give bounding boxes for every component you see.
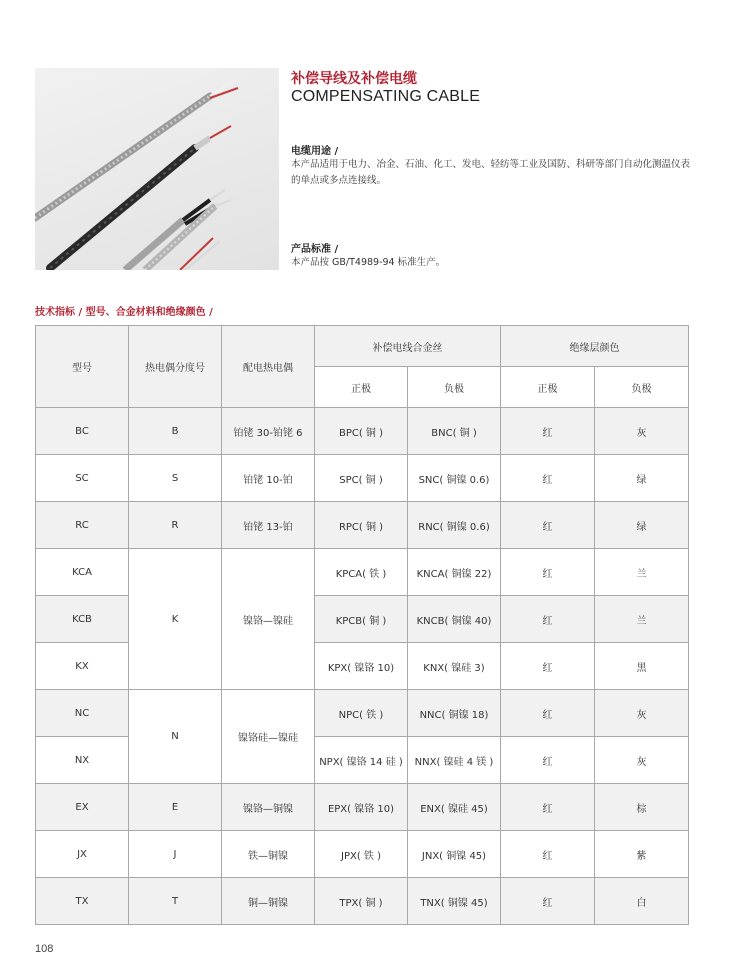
cell-thermocouple: 铂铑 10-铂 (222, 455, 315, 502)
cell-thermocouple: 铂铑 30-铂铑 6 (222, 408, 315, 455)
cell-thermocouple: 镍铬硅—镍硅 (222, 690, 315, 784)
cell-pos-color: 红 (501, 549, 595, 596)
table-row (36, 831, 689, 878)
cell-pos-color: 红 (501, 690, 595, 737)
cell-pos-color: 红 (501, 643, 595, 690)
cell-pos-color: 红 (501, 408, 595, 455)
cell-model: KCB (36, 596, 129, 643)
cell-model: NX (36, 737, 129, 784)
table-row (36, 455, 689, 502)
cell-neg-color: 兰 (595, 596, 689, 643)
cell-pos-color: 红 (501, 878, 595, 925)
page-number: 108 (35, 943, 54, 955)
cell-pos-color: 红 (501, 831, 595, 878)
cable-illustration (35, 68, 279, 270)
cell-pos-alloy: KPCA( 铁 ) (315, 549, 408, 596)
usage-title: 电缆用途 / (291, 146, 339, 157)
cell-thermocouple: 镍铬—镍硅 (222, 549, 315, 690)
cell-grade: T (129, 878, 222, 925)
cell-model: SC (36, 455, 129, 502)
cell-grade: N (129, 690, 222, 784)
cell-pos-color: 红 (501, 455, 595, 502)
cell-model: JX (36, 831, 129, 878)
cell-model: BC (36, 408, 129, 455)
cell-pos-color: 红 (501, 737, 595, 784)
cell-thermocouple: 铜—铜镍 (222, 878, 315, 925)
cell-neg-alloy: KNCB( 铜镍 40) (408, 596, 501, 643)
cell-pos-alloy: JPX( 铁 ) (315, 831, 408, 878)
cell-pos-color: 红 (501, 784, 595, 831)
table-row (36, 878, 689, 925)
cell-grade: R (129, 502, 222, 549)
table-row (36, 690, 689, 737)
standard-body: 本产品按 GB/T4989-94 标准生产。 (291, 257, 446, 268)
cell-pos-alloy: EPX( 镍铬 10) (315, 784, 408, 831)
cell-pos-alloy: KPX( 镍铬 10) (315, 643, 408, 690)
cell-neg-color: 白 (595, 878, 689, 925)
cell-neg-color: 绿 (595, 455, 689, 502)
cell-neg-alloy: KNX( 镍硅 3) (408, 643, 501, 690)
cell-model: NC (36, 690, 129, 737)
header-thermocouple-grade: 热电偶分度号 (129, 326, 222, 408)
cell-neg-alloy: JNX( 铜镍 45) (408, 831, 501, 878)
cell-neg-color: 兰 (595, 549, 689, 596)
cell-grade: K (129, 549, 222, 690)
cell-pos-alloy: KPCB( 铜 ) (315, 596, 408, 643)
cell-neg-color: 灰 (595, 690, 689, 737)
header-matching-thermocouple: 配电热电偶 (222, 326, 315, 408)
cell-model: TX (36, 878, 129, 925)
header-color-negative: 负极 (595, 367, 689, 408)
cell-grade: E (129, 784, 222, 831)
cell-pos-alloy: BPC( 铜 ) (315, 408, 408, 455)
cell-pos-color: 红 (501, 502, 595, 549)
table-heading: 技术指标 / 型号、合金材料和绝缘颜色 / (35, 307, 213, 318)
cell-model: EX (36, 784, 129, 831)
table-row (36, 408, 689, 455)
table-row (36, 784, 689, 831)
cell-thermocouple: 铁—铜镍 (222, 831, 315, 878)
cell-thermocouple: 镍铬—铜镍 (222, 784, 315, 831)
header-alloy-wire: 补偿电线合金丝 (315, 326, 501, 367)
header-color-positive: 正极 (501, 367, 595, 408)
cell-neg-alloy: BNC( 铜 ) (408, 408, 501, 455)
header-alloy-positive: 正极 (315, 367, 408, 408)
header-insulation-color: 绝缘层颜色 (501, 326, 689, 367)
cell-pos-alloy: TPX( 铜 ) (315, 878, 408, 925)
cell-model: RC (36, 502, 129, 549)
page-title-en: COMPENSATING CABLE (291, 88, 481, 105)
cell-model: KCA (36, 549, 129, 596)
cell-pos-alloy: NPC( 铁 ) (315, 690, 408, 737)
cell-model: KX (36, 643, 129, 690)
cell-neg-alloy: TNX( 铜镍 45) (408, 878, 501, 925)
usage-body: 本产品适用于电力、冶金、石油、化工、发电、轻纺等工业及国防、科研等部门自动化测温仪表的单点或多点连接线。 (291, 159, 691, 186)
cell-neg-alloy: NNX( 镍硅 4 镁 ) (408, 737, 501, 784)
cell-neg-alloy: KNCA( 铜镍 22) (408, 549, 501, 596)
cell-neg-color: 紫 (595, 831, 689, 878)
standard-title: 产品标准 / (291, 244, 339, 255)
cell-grade: J (129, 831, 222, 878)
cell-neg-color: 灰 (595, 408, 689, 455)
cell-neg-color: 灰 (595, 737, 689, 784)
cell-pos-color: 红 (501, 596, 595, 643)
cell-grade: S (129, 455, 222, 502)
table-row (36, 549, 689, 596)
table-row (36, 502, 689, 549)
header-alloy-negative: 负极 (408, 367, 501, 408)
cell-grade: B (129, 408, 222, 455)
cell-neg-alloy: ENX( 镍硅 45) (408, 784, 501, 831)
cell-neg-alloy: SNC( 铜镍 0.6) (408, 455, 501, 502)
page-title-cn: 补偿导线及补偿电缆 (291, 71, 417, 87)
cell-neg-color: 绿 (595, 502, 689, 549)
cell-neg-color: 黑 (595, 643, 689, 690)
cell-neg-color: 棕 (595, 784, 689, 831)
cell-neg-alloy: RNC( 铜镍 0.6) (408, 502, 501, 549)
cell-pos-alloy: RPC( 铜 ) (315, 502, 408, 549)
product-photo (35, 68, 279, 270)
cell-thermocouple: 铂铑 13-铂 (222, 502, 315, 549)
spec-table (35, 325, 689, 925)
cell-pos-alloy: SPC( 铜 ) (315, 455, 408, 502)
cell-neg-alloy: NNC( 铜镍 18) (408, 690, 501, 737)
cell-pos-alloy: NPX( 镍铬 14 硅 ) (315, 737, 408, 784)
header-model: 型号 (36, 326, 129, 408)
